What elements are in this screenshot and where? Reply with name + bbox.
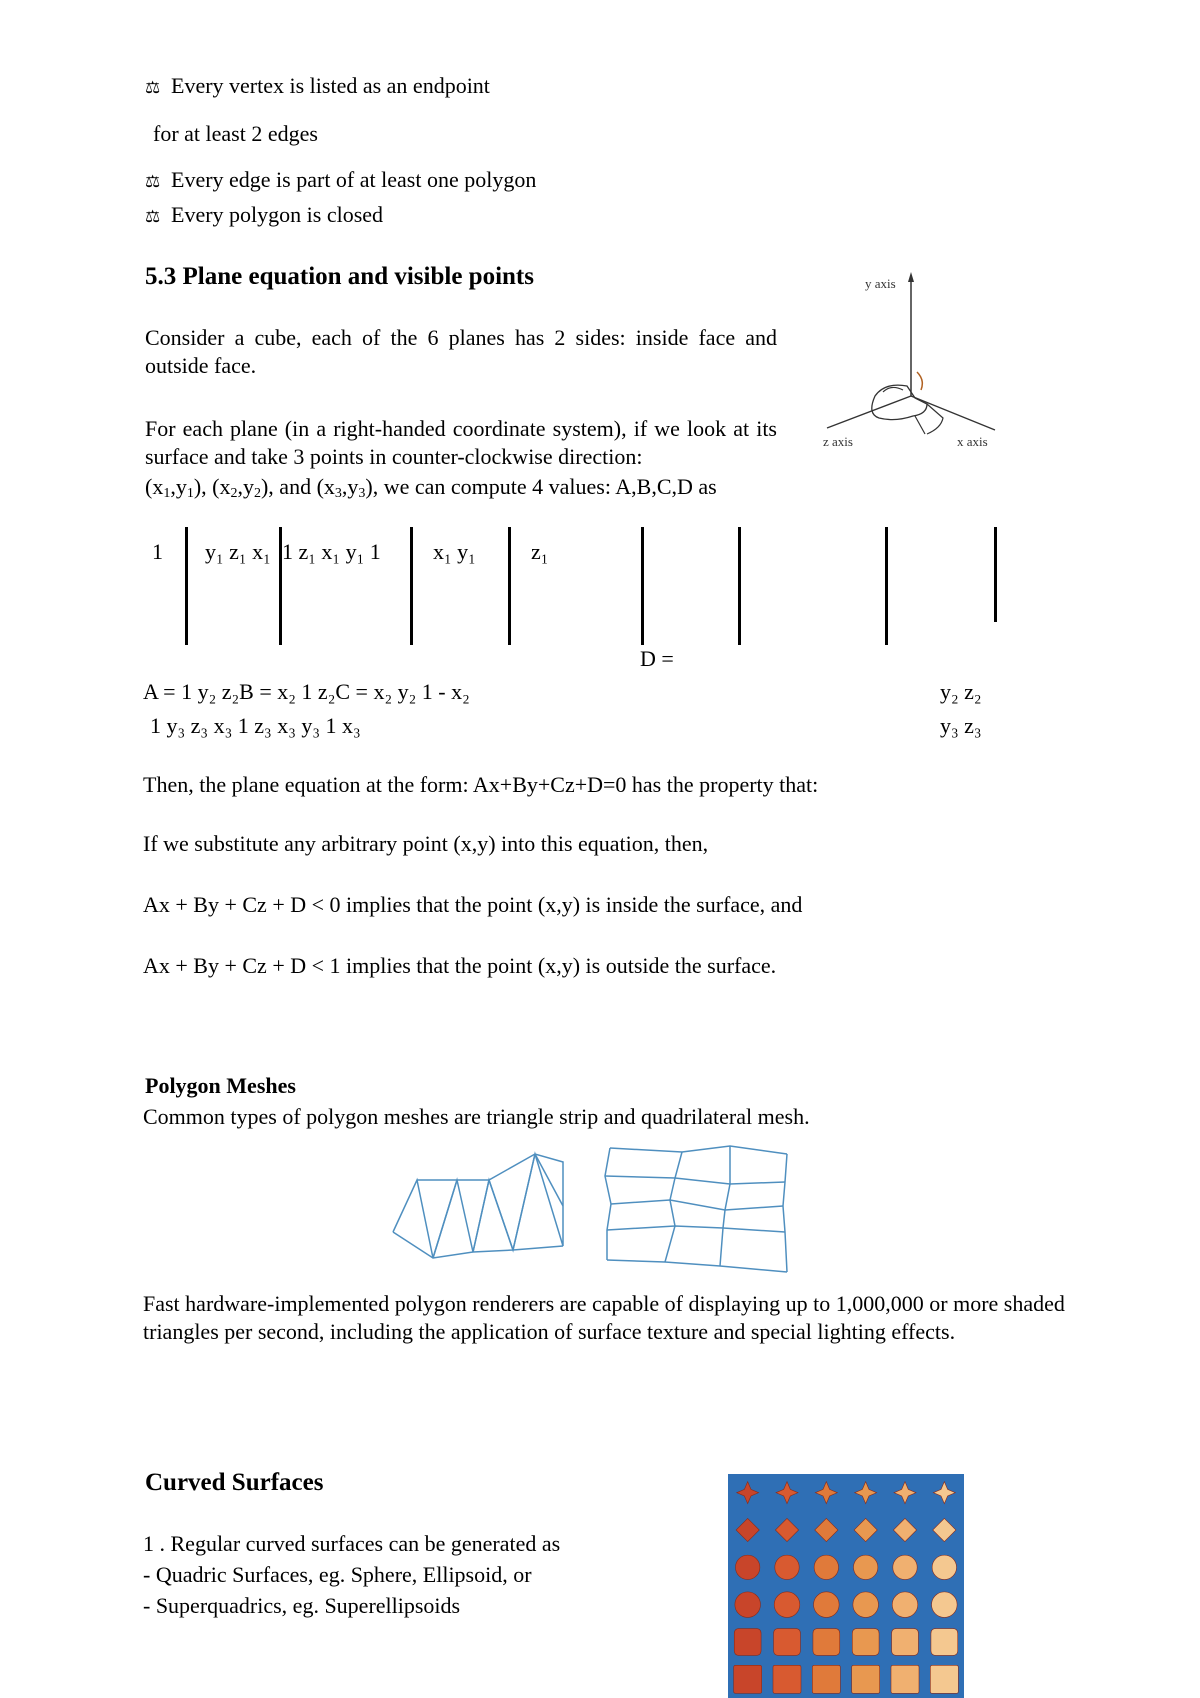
superquadric-shape (775, 1555, 799, 1579)
triangle-strip (393, 1154, 563, 1258)
superquadric-shape (893, 1555, 917, 1579)
determinant-bar (185, 527, 188, 645)
superquadrics-image (728, 1474, 964, 1698)
paragraph: For each plane (in a right-handed coordinate system), if we look at its surface and take 3 points in counter-clockwise direction: (145, 416, 777, 469)
matrix-cell: y₁ z₁ x₁ (205, 539, 271, 564)
x-axis-label: x axis (957, 434, 988, 449)
determinant-bar (641, 527, 644, 645)
superquadric-shape (930, 1665, 958, 1693)
superquadric-shape (853, 1592, 879, 1618)
matrix-row: 1 y₃ z₃ x₃ 1 z₃ x₃ y₃ 1 x₃ (150, 713, 361, 738)
list-item: - Quadric Surfaces, eg. Sphere, Ellipsoid, or (143, 1562, 532, 1587)
superquadric-shape (735, 1555, 759, 1579)
determinant-bar (508, 527, 511, 645)
superquadric-shape (932, 1555, 956, 1579)
paragraph: Common types of polygon meshes are triangle strip and quadrilateral mesh. (143, 1104, 810, 1129)
matrix-cell: 1 (152, 539, 163, 564)
balance-bullet-icon: ⚖ (145, 78, 161, 97)
polygon-mesh-figure (385, 1140, 835, 1280)
superquadric-shape (852, 1665, 880, 1693)
paragraph-line: $(x_1,y_1)$, $(x_2,y_2)$, and $(x_3,y_3)$, we can compute 4 values: A,B,C,D as (145, 474, 717, 501)
superquadric-shape (814, 1592, 840, 1618)
bullet-item: ⚖ Every vertex is listed as an endpoint (145, 72, 490, 102)
superquadric-shape (774, 1592, 800, 1618)
superquadric-shape (892, 1592, 918, 1618)
superquadric-shape (813, 1629, 840, 1656)
image-background (728, 1474, 964, 1698)
matrix-cell: z₁ (531, 539, 549, 564)
matrix-label: D = (640, 646, 674, 671)
superquadric-shape (932, 1592, 958, 1618)
superquadric-shape (814, 1555, 838, 1579)
matrix-cell: x₁ y₁ (433, 539, 476, 564)
superquadric-shape (773, 1665, 801, 1693)
superquadric-shape (892, 1629, 919, 1656)
quadrilateral-mesh (605, 1146, 787, 1272)
determinant-bar (885, 527, 888, 645)
bullet-continuation: for at least 2 edges (153, 121, 318, 146)
balance-bullet-icon: ⚖ (145, 172, 161, 191)
bullet-item: ⚖ Every polygon is closed (145, 201, 383, 231)
z-axis-label: z axis (823, 434, 853, 449)
paragraph: Then, the plane equation at the form: Ax+By+Cz+D=0 has the property that: (143, 772, 819, 797)
matrix-row: A = 1 y₂ z₂B = x₂ 1 z₂C = x₂ y₂ 1 - x₂ (143, 679, 470, 704)
paragraph: Ax + By + Cz + D < 1 implies that the point (x,y) is outside the surface. (143, 953, 777, 978)
subsection-heading: Polygon Meshes (145, 1073, 296, 1098)
superquadric-shape (734, 1665, 762, 1693)
list-item: 1 . Regular curved surfaces can be generated as (143, 1531, 561, 1556)
paragraph: If we substitute any arbitrary point (x,y) into this equation, then, (143, 831, 709, 856)
determinant-bar (738, 527, 741, 645)
superquadric-shape (735, 1592, 761, 1618)
y-axis-label: y axis (865, 276, 896, 291)
list-item: - Superquadrics, eg. Superellipsoids (143, 1593, 461, 1618)
superquadric-shape (853, 1555, 877, 1579)
balance-bullet-icon: ⚖ (145, 207, 161, 226)
section-heading: Curved Surfaces (145, 1469, 324, 1496)
matrix-row: y₃ z₃ (940, 713, 982, 738)
superquadric-shape (812, 1665, 840, 1693)
paragraph: Fast hardware-implemented polygon renderers are capable of displaying up to 1,000,000 or more shaded triangles per second, including the application of surface texture and special lighting effects. (143, 1291, 1065, 1344)
superquadric-shape (852, 1629, 879, 1656)
superquadric-shape (931, 1629, 958, 1656)
superquadric-shape (734, 1629, 761, 1656)
matrix-cell: 1 z₁ x₁ y₁ 1 (282, 539, 381, 564)
superquadric-shape (891, 1665, 919, 1693)
matrix-row: y₂ z₂ (940, 679, 982, 704)
paragraph: Consider a cube, each of the 6 planes has 2 sides: inside face and outside face. (145, 325, 777, 378)
bullet-item: ⚖ Every edge is part of at least one polygon (145, 166, 536, 196)
paragraph: Ax + By + Cz + D < 0 implies that the point (x,y) is inside the surface, and (143, 892, 803, 917)
determinant-bar (994, 527, 997, 622)
determinant-bar (410, 527, 413, 645)
section-heading: 5.3 Plane equation and visible points (145, 263, 534, 290)
superquadric-shape (774, 1629, 801, 1656)
determinant-bar (279, 527, 282, 645)
right-hand-axes-figure (815, 268, 1015, 468)
